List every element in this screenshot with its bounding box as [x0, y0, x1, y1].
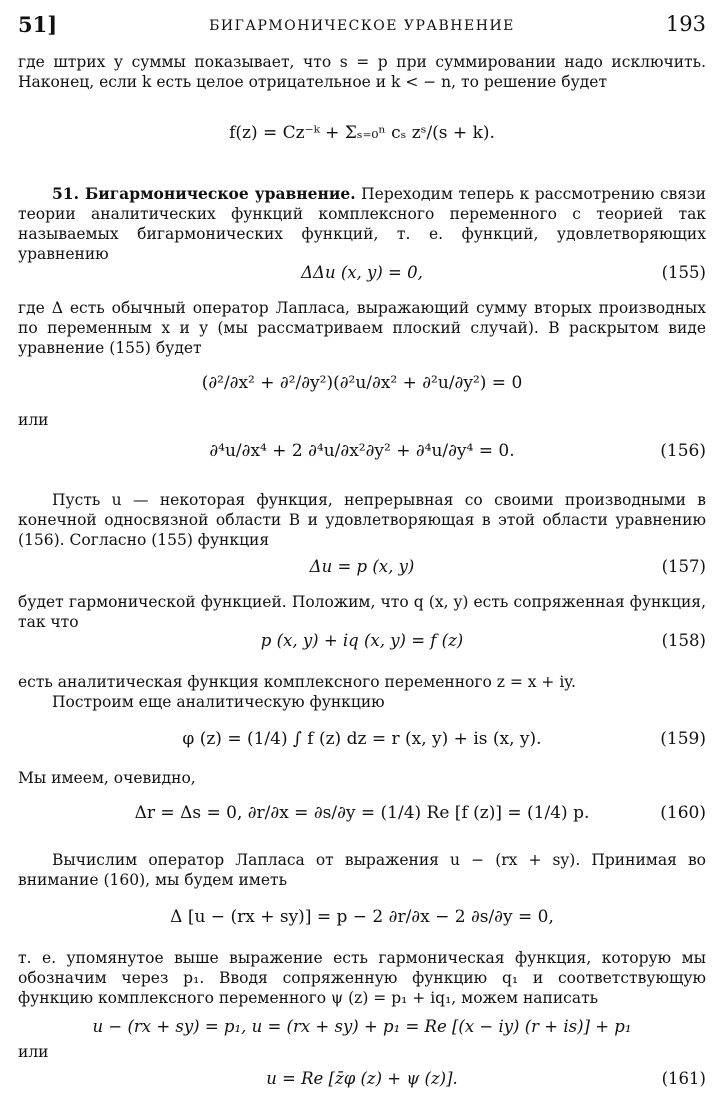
equation-u-expansion-expr: u − (rx + sy) = p₁, u = (rx + sy) + p₁ = Re [(x − iy) (r + is)] + p₁ [92, 1017, 632, 1036]
equation-157-number: (157) [661, 557, 706, 576]
equation-156-expr: ∂⁴u/∂x⁴ + 2 ∂⁴u/∂x²∂y² + ∂⁴u/∂y⁴ = 0. [209, 441, 515, 461]
section-51-paragraph [18, 184, 706, 264]
equation-155 [18, 258, 706, 288]
equation-155-expr: ΔΔu (x, y) = 0, [301, 263, 423, 282]
paragraph-3: где Δ есть обычный оператор Лапласа, выражающий сумму вторых производных по переменным x и y (мы рассматриваем плоский случай). В раскрытом виде уравнение (155) будет [18, 299, 706, 357]
equation-161-number: (161) [661, 1069, 706, 1088]
equation-160-number: (160) [660, 803, 706, 823]
word-or-2: или [18, 1043, 49, 1061]
equation-laplace: Δ [u − (rx + sy)] = p − 2 ∂r/∂x − 2 ∂s/∂y = 0, [170, 907, 554, 927]
equation-159-expr: φ (z) = (1/4) ∫ f (z) dz = r (x, y) + is (x, y). [182, 729, 542, 749]
paragraph-6: есть аналитическая функция комплексного переменного z = x + iy. [18, 673, 576, 691]
paragraph-9: Вычислим оператор Лапласа от выражения u − (rx + sy). Принимая во внимание (160), мы будем иметь [18, 851, 706, 889]
paragraph-1: где штрих у суммы показывает, что s = p при суммировании надо исключить. Наконец, если k есть целое отрицательное и k < − n, то решение будет [18, 53, 706, 91]
equation-159-number: (159) [660, 729, 706, 749]
equation-159 [18, 724, 706, 754]
paragraph-10: т. е. упомянутое выше выражение есть гармоническая функция, которую мы обозначим через p₁. Вводя сопряженную функцию q₁ и соответствующую функцию комплексного переменного ψ (z) = p₁ + iq₁, можем написать [18, 949, 706, 1007]
paragraph-5: будет гармонической функцией. Положим, что q (x, y) есть сопряженная функция, так что [18, 593, 706, 631]
section-marker: 51] [18, 12, 58, 37]
equation-161 [18, 1064, 706, 1094]
equation-160 [18, 798, 706, 828]
equation-158-number: (158) [661, 631, 706, 650]
word-or-1: или [18, 411, 49, 429]
equation-160-expr: Δr = Δs = 0, ∂r/∂x = ∂s/∂y = (1/4) Re [f (z)] = (1/4) p. [134, 803, 590, 823]
equation-158-expr: p (x, y) + iq (x, y) = f (z) [260, 631, 464, 650]
equation-155-number: (155) [661, 263, 706, 282]
running-title: БИГАРМОНИЧЕСКОЕ УРАВНЕНИЕ [209, 18, 515, 34]
section-title: 51. Бигармоническое уравнение. [52, 184, 356, 203]
paragraph-8: Мы имеем, очевидно, [18, 769, 196, 787]
equation-157-expr: Δu = p (x, y) [309, 557, 415, 576]
equation-u-expansion [18, 1012, 706, 1042]
paragraph-4: Пусть u — некоторая функция, непрерывная со своими производными в конечной односвязной области B и удовлетворяющая в этой области уравнению (156). Согласно (155) функция [18, 491, 706, 549]
paragraph-7: Построим еще аналитическую функцию [52, 693, 385, 711]
equation-expanded: (∂²/∂x² + ∂²/∂y²)(∂²u/∂x² + ∂²u/∂y²) = 0 [201, 373, 523, 393]
equation-156 [18, 436, 706, 466]
paragraph-2: Переходим теперь к рассмотрению связи теории аналитических функций комплексного переменного с теорией так называемых бигармонических функций, т. е. функций, удовлетворяющих уравнению [18, 185, 706, 263]
page-number: 193 [665, 12, 706, 36]
equation-158 [18, 626, 706, 656]
equation-solution: f(z) = Cz⁻ᵏ + Σₛ₌₀ⁿ cₛ zˢ/(s + k). [229, 123, 495, 143]
equation-161-expr: u = Re [z̄φ (z) + ψ (z)]. [266, 1069, 458, 1088]
running-header [18, 12, 706, 38]
equation-156-number: (156) [660, 441, 706, 461]
equation-157 [18, 552, 706, 582]
